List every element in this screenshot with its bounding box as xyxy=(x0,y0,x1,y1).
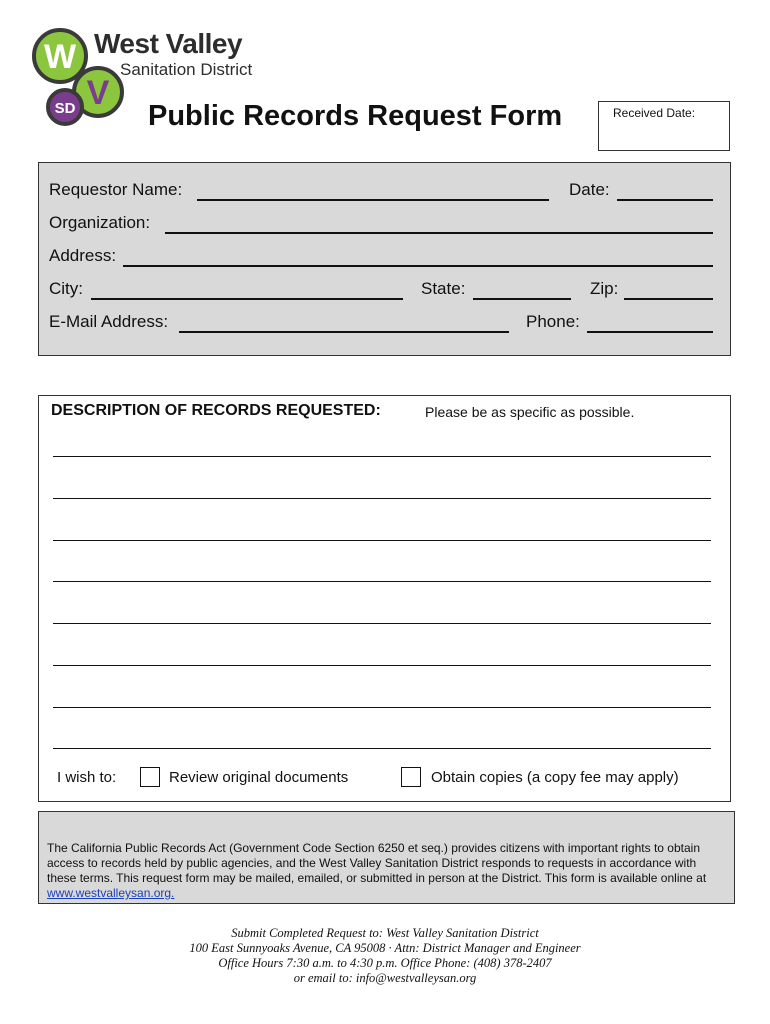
address-field[interactable] xyxy=(123,265,713,267)
email-field[interactable] xyxy=(179,331,509,333)
zip-field[interactable] xyxy=(624,298,713,300)
obtain-copies-checkbox[interactable] xyxy=(401,767,421,787)
description-line[interactable] xyxy=(53,540,711,541)
description-section xyxy=(38,395,731,802)
description-heading: DESCRIPTION OF RECORDS REQUESTED: xyxy=(51,402,381,419)
requestor-name-field[interactable] xyxy=(197,199,549,201)
obtain-copies-label: Obtain copies (a copy fee may apply) xyxy=(431,769,679,786)
date-field[interactable] xyxy=(617,199,713,201)
description-hint: Please be as specific as possible. xyxy=(425,404,635,420)
logo-v-circle: V xyxy=(72,66,124,118)
description-line[interactable] xyxy=(53,498,711,499)
submission-instructions xyxy=(0,926,770,986)
received-date-label: Received Date: xyxy=(613,106,696,120)
page-title: Public Records Request Form xyxy=(148,100,563,132)
date-label: Date: xyxy=(569,180,610,199)
organization-field[interactable] xyxy=(165,232,713,234)
logo-subtitle: Sanitation District xyxy=(120,60,253,79)
phone-label: Phone: xyxy=(526,312,580,331)
description-line[interactable] xyxy=(53,665,711,666)
phone-field[interactable] xyxy=(587,331,713,333)
description-line[interactable] xyxy=(53,707,711,708)
received-date-box[interactable] xyxy=(598,101,730,151)
description-line[interactable] xyxy=(53,456,711,457)
email-label: E-Mail Address: xyxy=(49,312,169,331)
requestor-info-section xyxy=(38,162,731,356)
description-line[interactable] xyxy=(53,748,711,749)
website-link[interactable]: www.westvalleysan.org. xyxy=(47,886,175,900)
address-label: Address: xyxy=(49,246,117,265)
state-field[interactable] xyxy=(473,298,571,300)
city-label: City: xyxy=(49,279,83,298)
public-records-act-notice xyxy=(38,811,735,904)
zip-label: Zip: xyxy=(590,279,619,298)
logo-w-circle: W xyxy=(32,28,88,84)
state-label: State: xyxy=(421,279,466,298)
footer-line-email: or email to: info@westvalleysan.org xyxy=(293,971,477,985)
footer-line-submit: Submit Completed Request to: West Valley Sanitation District xyxy=(231,926,539,940)
wish-label: I wish to: xyxy=(57,769,117,786)
requestor-name-label: Requestor Name: xyxy=(49,180,183,199)
review-documents-label: Review original documents xyxy=(169,769,349,786)
notice-text: The California Public Records Act (Government Code Section 6250 et seq.) provides citizens with important rights to obtain access to records held by public agencies, and the West Valley Sanitation District responds to requests in accordance with these terms. This request form may be mailed, emailed, or submitted in person at the District. This form is available online at xyxy=(47,841,707,885)
organization-label: Organization: xyxy=(49,213,151,232)
description-line[interactable] xyxy=(53,623,711,624)
city-field[interactable] xyxy=(91,298,403,300)
footer-line-hours: Office Hours 7:30 a.m. to 4:30 p.m. Office Phone: (408) 378-2407 xyxy=(218,956,552,970)
review-documents-checkbox[interactable] xyxy=(140,767,160,787)
logo-name: West Valley xyxy=(94,28,243,59)
footer-line-address: 100 East Sunnyoaks Avenue, CA 95008 · Attn: District Manager and Engineer xyxy=(189,941,581,955)
description-line[interactable] xyxy=(53,581,711,582)
logo-sd-circle: SD xyxy=(46,88,84,126)
